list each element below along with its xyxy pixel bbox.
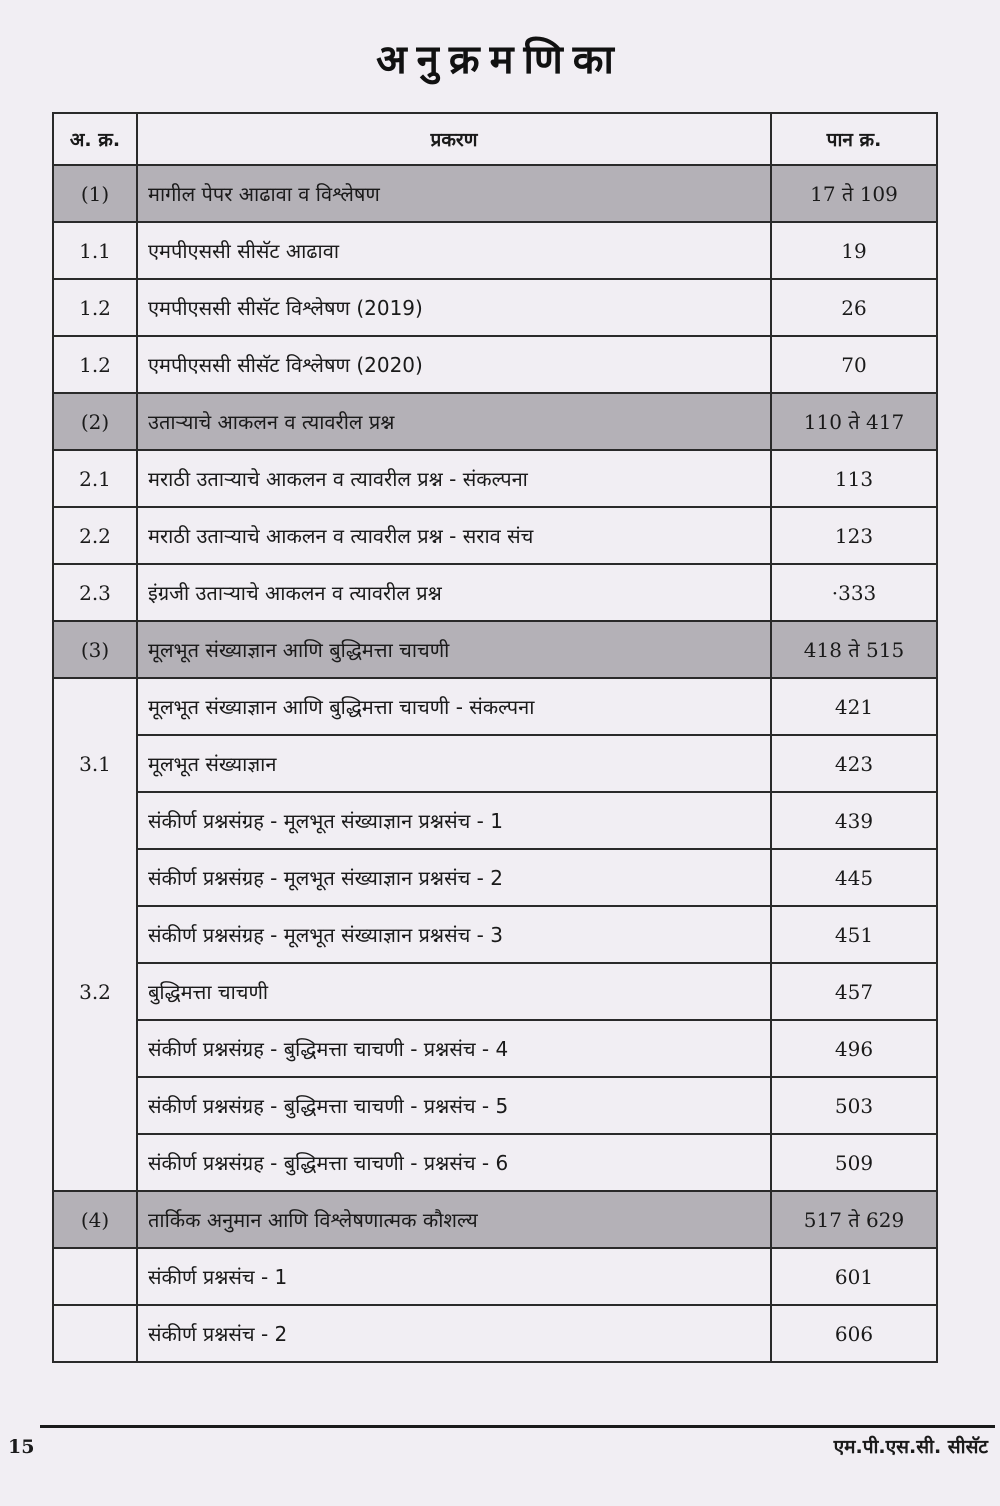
- toc-row-number: [53, 792, 137, 849]
- toc-row-page: 26: [771, 279, 937, 336]
- toc-row-number: (3): [53, 621, 137, 678]
- toc-row-number: 3.1: [53, 735, 137, 792]
- toc-row-page: 457: [771, 963, 937, 1020]
- toc-row-number: 1.2: [53, 336, 137, 393]
- toc-row: [53, 279, 937, 336]
- toc-row-page: 445: [771, 849, 937, 906]
- toc-row-page: 110 ते 417: [771, 393, 937, 450]
- toc-row-topic: उताऱ्याचे आकलन व त्यावरील प्रश्न: [137, 393, 771, 450]
- toc-row-page: 423: [771, 735, 937, 792]
- toc-row: [53, 792, 937, 849]
- toc-row-number: 2.2: [53, 507, 137, 564]
- toc-header-row: [53, 113, 937, 165]
- toc-row-number: (1): [53, 165, 137, 222]
- toc-table: [52, 112, 938, 1363]
- toc-section-row: [53, 621, 937, 678]
- toc-row-page: 19: [771, 222, 937, 279]
- header-topic: प्रकरण: [137, 113, 771, 165]
- toc-row-page: 601: [771, 1248, 937, 1305]
- toc-row-topic: संकीर्ण प्रश्नसंग्रह - मूलभूत संख्याज्ञान प्रश्नसंच - 3: [137, 906, 771, 963]
- toc-row-number: [53, 1248, 137, 1305]
- header-serial: अ. क्र.: [53, 113, 137, 165]
- toc-row-number: 1.1: [53, 222, 137, 279]
- toc-row: [53, 450, 937, 507]
- toc-row: [53, 906, 937, 963]
- toc-row-number: [53, 1077, 137, 1134]
- toc-row-topic: संकीर्ण प्रश्नसंग्रह - मूलभूत संख्याज्ञान प्रश्नसंच - 1: [137, 792, 771, 849]
- toc-row: [53, 963, 937, 1020]
- toc-section-row: [53, 1191, 937, 1248]
- toc-row-page: 418 ते 515: [771, 621, 937, 678]
- footer-book-title: एम.पी.एस.सी. सीसॅट: [833, 1436, 988, 1458]
- toc-row-topic: बुद्धिमत्ता चाचणी: [137, 963, 771, 1020]
- toc-row-page: 70: [771, 336, 937, 393]
- toc-row: [53, 1248, 937, 1305]
- toc-section-row: [53, 165, 937, 222]
- toc-row-topic: एमपीएससी सीसॅट विश्लेषण (2019): [137, 279, 771, 336]
- toc-row-topic: संकीर्ण प्रश्नसंच - 2: [137, 1305, 771, 1362]
- toc-row-page: 509: [771, 1134, 937, 1191]
- toc-row-page: 496: [771, 1020, 937, 1077]
- toc-row: [53, 507, 937, 564]
- toc-row-topic: मूलभूत संख्याज्ञान: [137, 735, 771, 792]
- toc-row-page: 17 ते 109: [771, 165, 937, 222]
- toc-row: [53, 1020, 937, 1077]
- toc-row: [53, 1134, 937, 1191]
- toc-row-number: (4): [53, 1191, 137, 1248]
- toc-row-number: [53, 678, 137, 735]
- header-page: पान क्र.: [771, 113, 937, 165]
- toc-row-page: 439: [771, 792, 937, 849]
- toc-row-topic: मूलभूत संख्याज्ञान आणि बुद्धिमत्ता चाचणी - संकल्पना: [137, 678, 771, 735]
- toc-row-topic: तार्किक अनुमान आणि विश्लेषणात्मक कौशल्य: [137, 1191, 771, 1248]
- toc-row-number: 2.3: [53, 564, 137, 621]
- toc-row-number: [53, 849, 137, 906]
- toc-row-topic: इंग्रजी उताऱ्याचे आकलन व त्यावरील प्रश्न: [137, 564, 771, 621]
- toc-row-number: [53, 1134, 137, 1191]
- toc-row-number: 3.2: [53, 963, 137, 1020]
- toc-row-topic: एमपीएससी सीसॅट आढावा: [137, 222, 771, 279]
- toc-row-topic: मागील पेपर आढावा व विश्लेषण: [137, 165, 771, 222]
- toc-row: [53, 564, 937, 621]
- toc-row-number: 2.1: [53, 450, 137, 507]
- toc-row: [53, 1077, 937, 1134]
- toc-row-page: 606: [771, 1305, 937, 1362]
- footer-rule: [40, 1425, 995, 1428]
- toc-row-page: ·333: [771, 564, 937, 621]
- toc-row-number: [53, 1305, 137, 1362]
- toc-row-page: 451: [771, 906, 937, 963]
- toc-row: [53, 222, 937, 279]
- footer-page-number: 15: [8, 1436, 35, 1458]
- toc-row-topic: संकीर्ण प्रश्नसंच - 1: [137, 1248, 771, 1305]
- toc-row-topic: मराठी उताऱ्याचे आकलन व त्यावरील प्रश्न - सराव संच: [137, 507, 771, 564]
- toc-row-topic: एमपीएससी सीसॅट विश्लेषण (2020): [137, 336, 771, 393]
- toc-row: [53, 678, 937, 735]
- toc-row-topic: संकीर्ण प्रश्नसंग्रह - बुद्धिमत्ता चाचणी - प्रश्नसंच - 4: [137, 1020, 771, 1077]
- toc-row: [53, 336, 937, 393]
- toc-row-topic: संकीर्ण प्रश्नसंग्रह - बुद्धिमत्ता चाचणी - प्रश्नसंच - 5: [137, 1077, 771, 1134]
- toc-row-topic: संकीर्ण प्रश्नसंग्रह - मूलभूत संख्याज्ञान प्रश्नसंच - 2: [137, 849, 771, 906]
- toc-row-page: 123: [771, 507, 937, 564]
- toc-section-row: [53, 393, 937, 450]
- toc-row: [53, 849, 937, 906]
- toc-row-page: 421: [771, 678, 937, 735]
- toc-row-topic: मराठी उताऱ्याचे आकलन व त्यावरील प्रश्न - संकल्पना: [137, 450, 771, 507]
- page-title: अनुक्रमणिका: [376, 37, 624, 83]
- toc-row-number: 1.2: [53, 279, 137, 336]
- toc-body: [53, 165, 937, 1362]
- toc-row-page: 517 ते 629: [771, 1191, 937, 1248]
- toc-row-page: 503: [771, 1077, 937, 1134]
- toc-row-number: (2): [53, 393, 137, 450]
- toc-row: [53, 1305, 937, 1362]
- toc-row-topic: संकीर्ण प्रश्नसंग्रह - बुद्धिमत्ता चाचणी - प्रश्नसंच - 6: [137, 1134, 771, 1191]
- toc-row-number: [53, 1020, 137, 1077]
- toc-row-number: [53, 906, 137, 963]
- toc-row-page: 113: [771, 450, 937, 507]
- toc-row: [53, 735, 937, 792]
- toc-row-topic: मूलभूत संख्याज्ञान आणि बुद्धिमत्ता चाचणी: [137, 621, 771, 678]
